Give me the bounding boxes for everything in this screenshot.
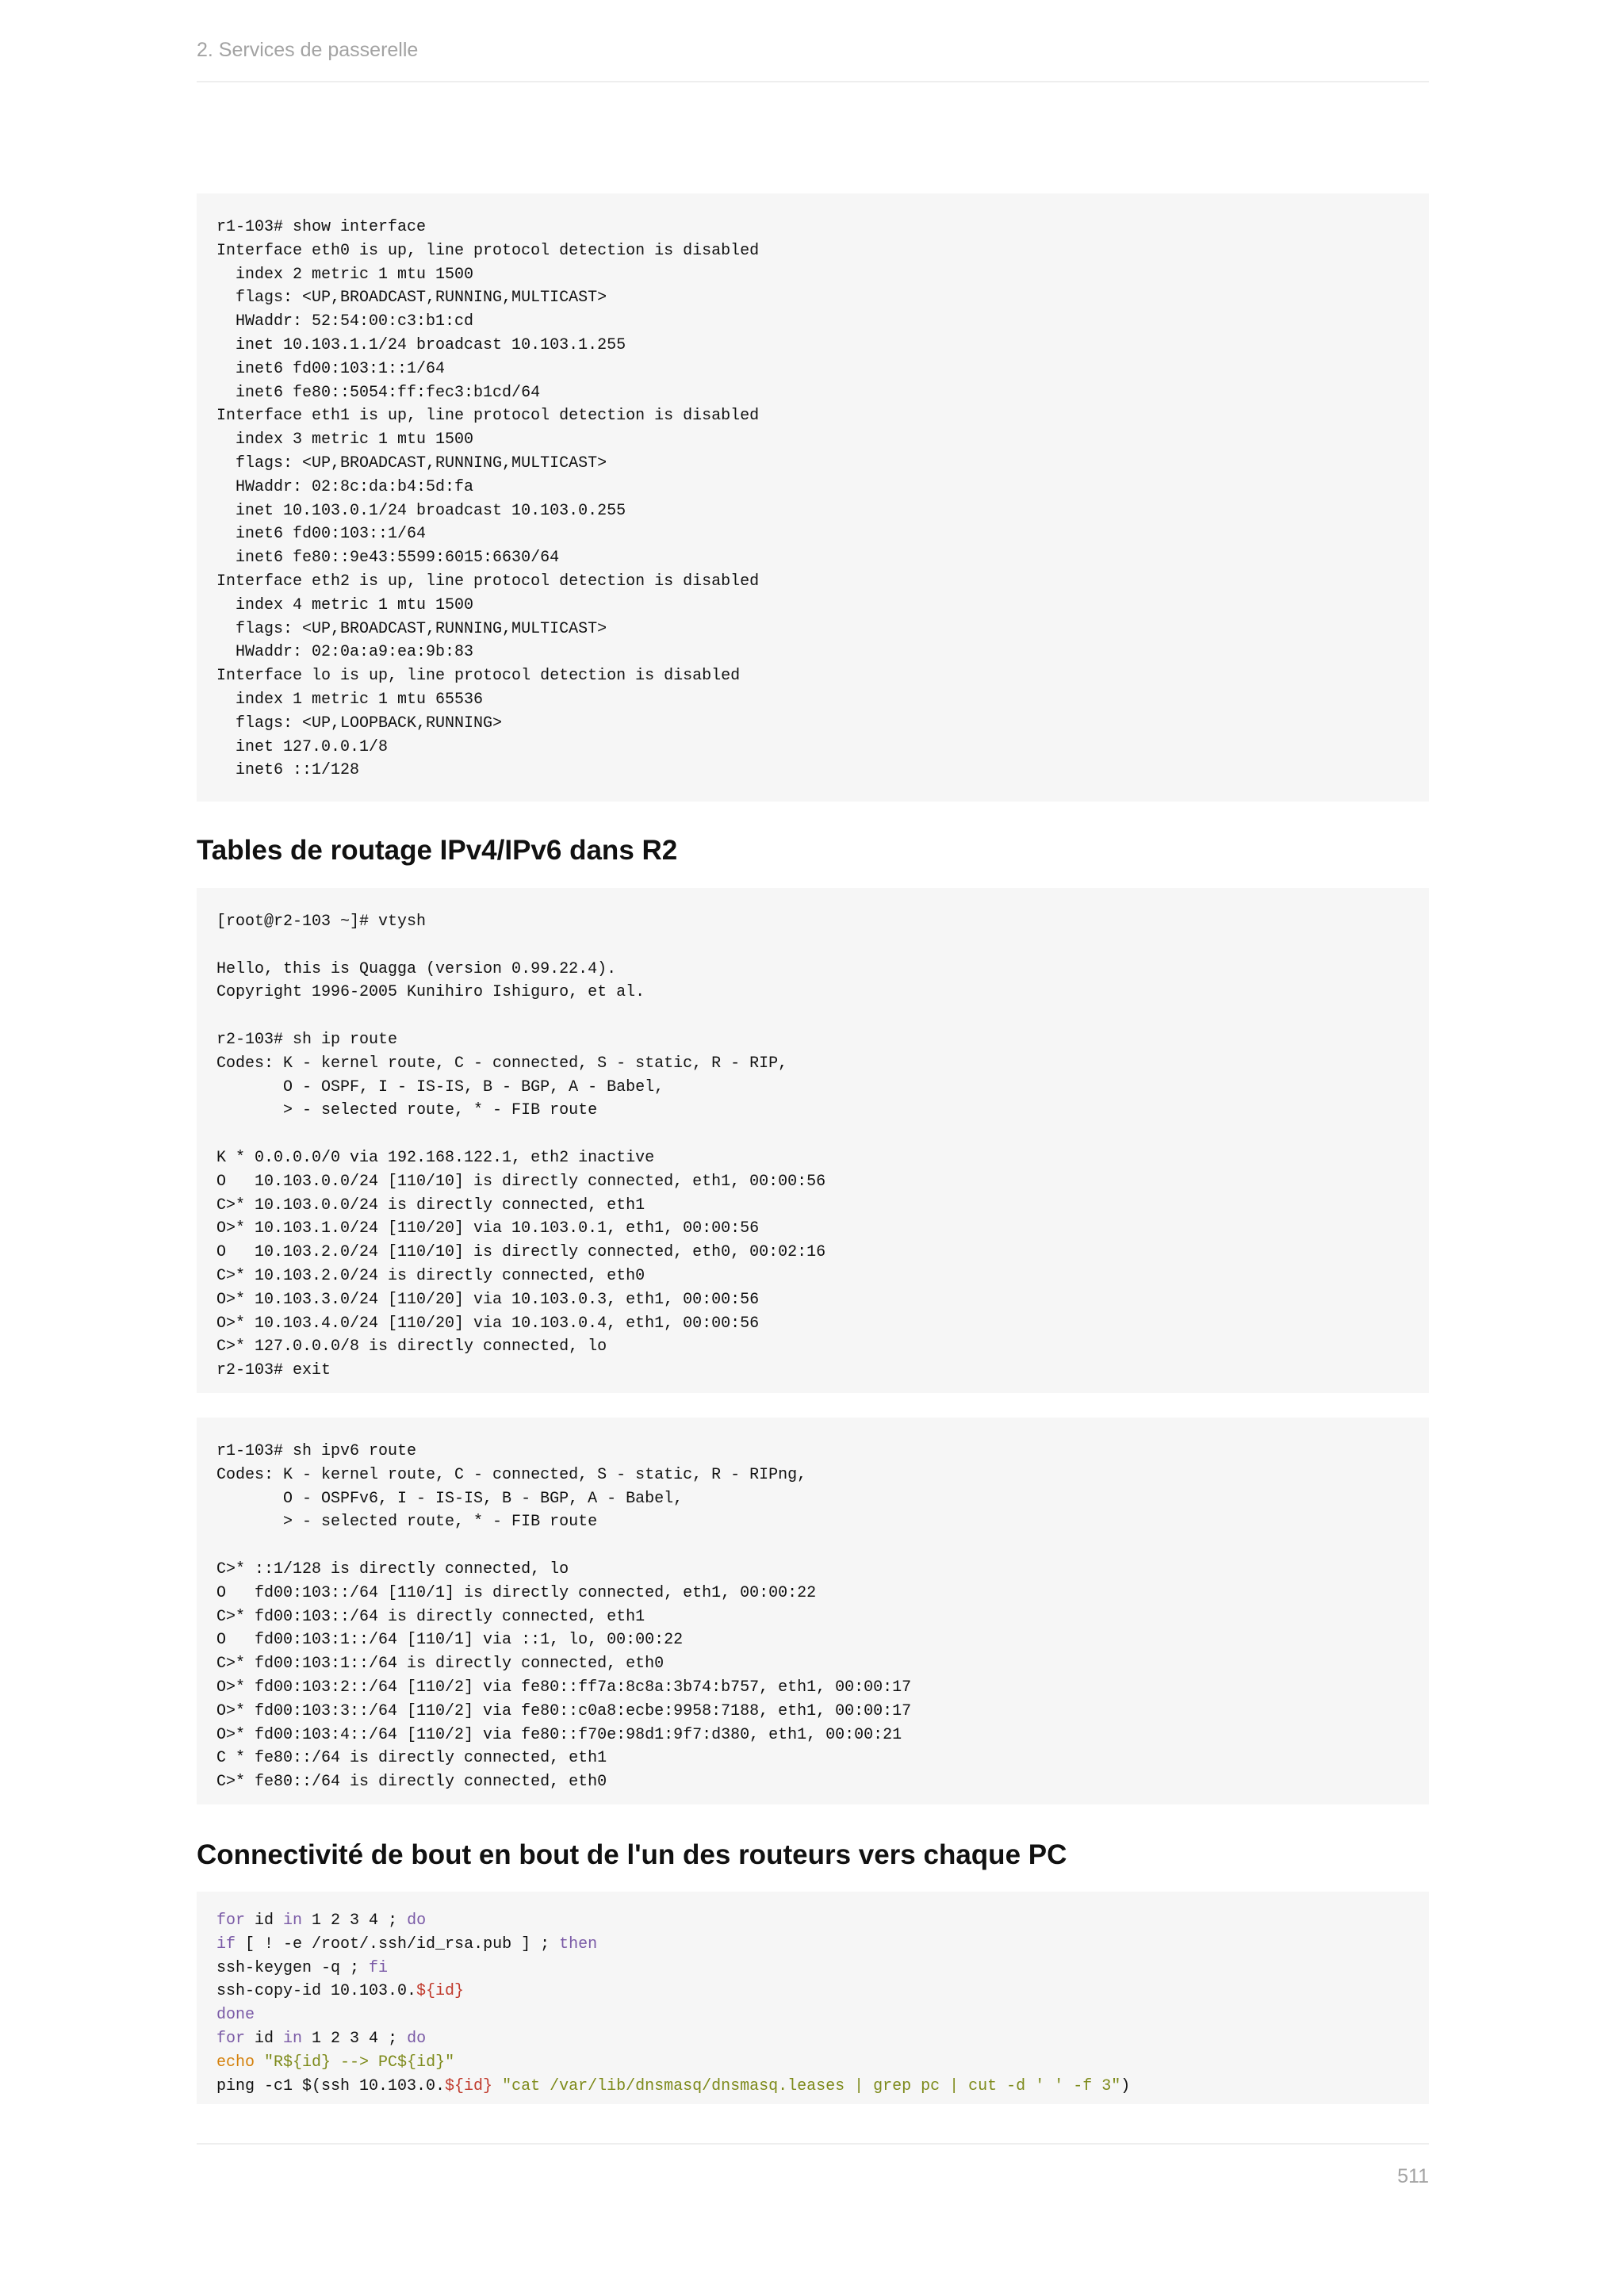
code-line: HWaddr: 02:8c:da:b4:5d:fa (216, 477, 474, 496)
code-text (492, 2077, 502, 2095)
code-line: flags: <UP,BROADCAST,RUNNING,MULTICAST> (216, 619, 607, 638)
code-line: O>* 10.103.3.0/24 [110/20] via 10.103.0.3, eth1, 00:00:56 (216, 1290, 760, 1309)
keyword: done (216, 2006, 255, 2025)
code-line: O>* 10.103.4.0/24 [110/20] via 10.103.0.4, eth1, 00:00:56 (216, 1314, 760, 1333)
code-line: index 3 metric 1 mtu 1500 (216, 430, 474, 450)
code-block-ipv4-route (197, 888, 1429, 1393)
code-listing (216, 1909, 1409, 2098)
code-line: O>* fd00:103:3::/64 [110/2] via fe80::c0a8:ecbe:9958:7188, eth1, 00:00:17 (216, 1701, 912, 1720)
keyword: in (283, 2029, 303, 2048)
code-line (216, 1534, 1409, 1558)
code-text: ) (1120, 2076, 1131, 2095)
code-line (216, 1933, 1409, 1957)
code-line: Copyright 1996-2005 Kunihiro Ishiguro, et al. (216, 983, 645, 1002)
code-listing (216, 910, 1409, 1383)
code-line: inet6 fe80::9e43:5599:6015:6630/64 (216, 549, 560, 568)
code-line: > - selected route, * - FIB route (216, 1513, 598, 1532)
code-line: index 1 metric 1 mtu 65536 (216, 690, 484, 709)
code-line (216, 2051, 1409, 2075)
code-text: ssh-copy-id 10.103.0. (216, 1982, 417, 2001)
code-line (216, 1957, 1409, 1980)
code-line: Codes: K - kernel route, C - connected, S - static, R - RIPng, (216, 1465, 807, 1484)
code-line (216, 934, 1409, 958)
code-line: inet 10.103.0.1/24 broadcast 10.103.0.255 (216, 501, 626, 520)
page-header (197, 35, 1429, 82)
variable: ${id} (445, 2076, 493, 2095)
builtin: echo (216, 2053, 255, 2072)
code-line: index 2 metric 1 mtu 1500 (216, 265, 474, 284)
code-line: Hello, this is Quagga (version 0.99.22.4). (216, 959, 617, 978)
code-line (216, 1909, 1409, 1933)
code-line: Interface eth1 is up, line protocol detection is disabled (216, 407, 760, 426)
keyword: do (407, 1911, 427, 1930)
code-line: flags: <UP,BROADCAST,RUNNING,MULTICAST> (216, 453, 607, 473)
code-line: C>* 127.0.0.0/8 is directly connected, lo (216, 1337, 607, 1357)
code-line: inet 10.103.1.1/24 broadcast 10.103.1.255 (216, 335, 626, 354)
code-line: O fd00:103::/64 [110/1] is directly connected, eth1, 00:00:22 (216, 1583, 817, 1602)
code-line: C>* fd00:103::/64 is directly connected, eth1 (216, 1607, 645, 1626)
code-line (216, 2075, 1409, 2099)
code-line: index 4 metric 1 mtu 1500 (216, 595, 474, 614)
code-line: Codes: K - kernel route, C - connected, S - static, R - RIP, (216, 1054, 788, 1073)
keyword: then (559, 1934, 598, 1954)
code-line (216, 1980, 1409, 2003)
code-text: id (245, 2029, 284, 2048)
code-text: ssh-keygen -q ; (216, 1958, 370, 1977)
code-line: r2-103# sh ip route (216, 1030, 398, 1049)
code-line: inet6 fe80::5054:ff:fec3:b1cd/64 (216, 383, 541, 402)
code-line: O 10.103.0.0/24 [110/10] is directly connected, eth1, 00:00:56 (216, 1172, 826, 1191)
code-text: id (245, 1911, 284, 1930)
page-footer (197, 2143, 1429, 2187)
code-line: O fd00:103:1::/64 [110/1] via ::1, lo, 00:00:22 (216, 1631, 684, 1650)
code-text: [ ! -e /root/.ssh/id_rsa.pub ] ; (236, 1934, 560, 1954)
code-text: 1 2 3 4 ; (302, 1911, 408, 1930)
variable: ${id} (416, 1982, 465, 2001)
code-text: 1 2 3 4 ; (302, 2029, 408, 2048)
code-line: flags: <UP,BROADCAST,RUNNING,MULTICAST> (216, 289, 607, 308)
code-line: flags: <UP,LOOPBACK,RUNNING> (216, 714, 503, 733)
keyword: do (407, 2029, 427, 2048)
string-literal: "R${id} --> PC${id}" (264, 2053, 455, 2072)
code-line: inet6 fd00:103:1::1/64 (216, 359, 446, 378)
page-number: 511 (1397, 2165, 1429, 2187)
code-line: Interface eth2 is up, line protocol detection is disabled (216, 572, 760, 591)
code-line: HWaddr: 52:54:00:c3:b1:cd (216, 312, 474, 331)
code-line: C>* 10.103.0.0/24 is directly connected, eth1 (216, 1196, 645, 1215)
code-line: [root@r2-103 ~]# vtysh (216, 913, 427, 931)
code-line: C>* fe80::/64 is directly connected, eth0 (216, 1773, 607, 1792)
code-line: inet6 ::1/128 (216, 761, 360, 780)
keyword: fi (369, 1958, 389, 1977)
code-line: inet 127.0.0.1/8 (216, 737, 389, 756)
code-line: O>* 10.103.1.0/24 [110/20] via 10.103.0.1, eth1, 00:00:56 (216, 1219, 760, 1238)
code-block-show-interface (197, 193, 1429, 802)
code-line: HWaddr: 02:0a:a9:ea:9b:83 (216, 643, 474, 662)
code-line: O>* fd00:103:4::/64 [110/2] via fe80::f70e:98d1:9f7:d380, eth1, 00:00:21 (216, 1725, 902, 1744)
code-line: O>* fd00:103:2::/64 [110/2] via fe80::ff7a:8c8a:3b74:b757, eth1, 00:00:17 (216, 1678, 912, 1697)
code-line: Interface lo is up, line protocol detection is disabled (216, 667, 741, 686)
code-line: inet6 fd00:103::1/64 (216, 525, 427, 544)
string-literal: "cat /var/lib/dnsmasq/dnsmasq.leases | grep pc | cut -d ' ' -f 3" (502, 2076, 1121, 2095)
running-header: 2. Services de passerelle (197, 39, 419, 61)
code-line: C>* ::1/128 is directly connected, lo (216, 1559, 569, 1578)
code-line: O 10.103.2.0/24 [110/10] is directly connected, eth0, 00:02:16 (216, 1243, 826, 1262)
code-line: K * 0.0.0.0/0 via 192.168.122.1, eth2 inactive (216, 1148, 655, 1167)
code-text (255, 2053, 264, 2072)
code-line: r1-103# show interface (216, 218, 427, 236)
code-line: > - selected route, * - FIB route (216, 1101, 598, 1120)
code-line: C>* fd00:103:1::/64 is directly connected, eth0 (216, 1655, 665, 1674)
code-line (216, 1004, 1409, 1028)
code-block-ipv6-route (197, 1418, 1429, 1804)
code-line: Interface eth0 is up, line protocol detection is disabled (216, 241, 760, 260)
code-text: ping -c1 $(ssh 10.103.0. (216, 2076, 446, 2095)
code-line (216, 2027, 1409, 2051)
code-line: O - OSPF, I - IS-IS, B - BGP, A - Babel, (216, 1077, 665, 1096)
section-heading-connectivity: Connectivité de bout en bout de l'un des routeurs vers chaque PC (197, 1839, 1067, 1870)
keyword: in (283, 1911, 303, 1930)
keyword: for (216, 1911, 246, 1930)
keyword: if (216, 1934, 236, 1954)
keyword: for (216, 2029, 246, 2048)
code-line: C * fe80::/64 is directly connected, eth1 (216, 1749, 607, 1768)
code-line: O - OSPFv6, I - IS-IS, B - BGP, A - Babel, (216, 1489, 684, 1508)
code-line: r1-103# sh ipv6 route (216, 1442, 417, 1460)
code-line: C>* 10.103.2.0/24 is directly connected, eth0 (216, 1266, 645, 1285)
code-listing (216, 1440, 1409, 1794)
code-line (216, 2003, 1409, 2027)
section-heading-routing-tables: Tables de routage IPv4/IPv6 dans R2 (197, 835, 678, 866)
code-listing (216, 216, 1409, 783)
code-block-shell-script (197, 1892, 1429, 2104)
code-line: r2-103# exit (216, 1361, 331, 1380)
code-line (216, 1123, 1409, 1146)
